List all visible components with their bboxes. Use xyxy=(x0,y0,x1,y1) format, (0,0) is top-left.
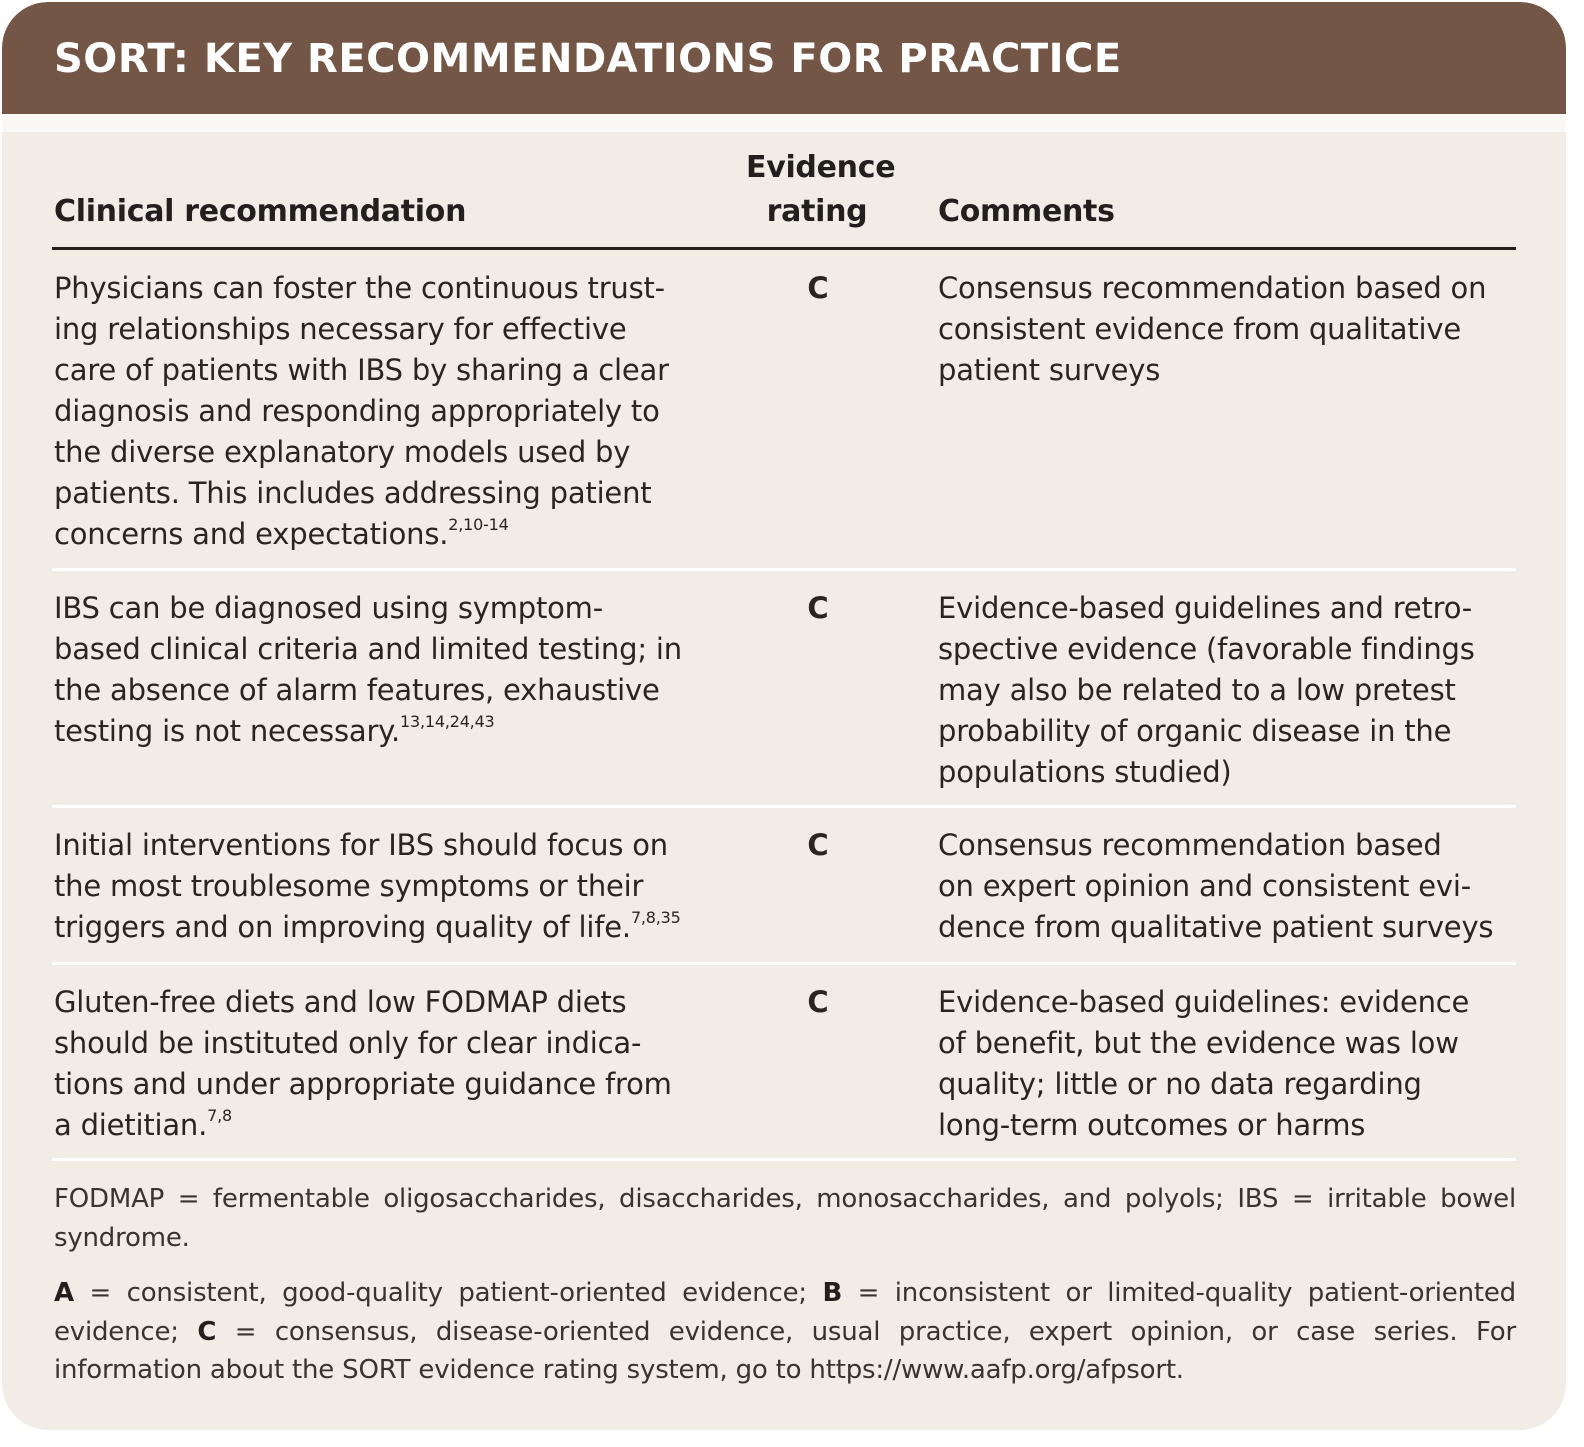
row-1-references: 2,10-14 xyxy=(448,515,509,534)
header-rule xyxy=(52,247,1516,250)
row-2-rating: C xyxy=(807,591,829,625)
key-letter-b: B xyxy=(822,1278,843,1308)
row-3-references: 7,8,35 xyxy=(630,908,681,927)
key-text-c: = consensus, disease-oriented evidence, usual practice, expert opinion, or case series. For information about the SORT evidence rating system, go to https://www.aafp.org/afpsort. xyxy=(54,1316,1516,1385)
row-divider xyxy=(52,1158,1516,1161)
row-3-comments: Consensus recommendation based on expert opinion and consistent evi- dence from qualitative patient surveys xyxy=(938,828,1494,944)
column-header-recommendation: Clinical recommendation xyxy=(54,194,467,229)
row-4-comments: Evidence-based guidelines: evidence of benefit, but the evidence was low quality; little or no data regarding long-term outcomes or harms xyxy=(938,985,1470,1142)
row-4-recommendation-text: Gluten-free diets and low FODMAP diets should be instituted only for clear indica- tions and under appropriate guidance from a dietitian. xyxy=(54,985,672,1142)
title-banner xyxy=(2,2,1566,114)
row-1-recommendation xyxy=(54,268,744,555)
column-header-rating-line2: rating xyxy=(766,194,868,229)
row-2-comments: Evidence-based guidelines and retro- spective evidence (favorable findings may also be related to a low pretest probability of organic disease in the populations studied) xyxy=(938,591,1475,789)
row-1-rating: C xyxy=(807,271,829,305)
row-4-rating: C xyxy=(807,985,829,1019)
table-title: SORT: KEY RECOMMENDATIONS FOR PRACTICE xyxy=(54,36,1122,82)
key-text-a: = consistent, good-quality patient-oriented evidence; xyxy=(73,1278,823,1308)
row-2-references: 13,14,24,43 xyxy=(400,712,495,731)
row-3-recommendation xyxy=(54,825,744,948)
row-2-recommendation-text: IBS can be diagnosed using symptom- based clinical criteria and limited testing; in the absence of alarm features, exhaustive testing is not necessary. xyxy=(54,591,682,748)
key-text-b: = inconsistent or limited-quality patient-oriented evidence; xyxy=(54,1278,1516,1347)
row-4-recommendation xyxy=(54,982,744,1146)
row-2-recommendation xyxy=(54,588,744,752)
row-divider xyxy=(52,962,1516,965)
key-letter-c: C xyxy=(197,1316,217,1347)
column-header-rating-line1: Evidence xyxy=(746,150,896,185)
column-header-comments: Comments xyxy=(938,194,1115,229)
key-letter-a: A xyxy=(54,1278,74,1308)
row-3-recommendation-text: Initial interventions for IBS should focus on the most troublesome symptoms or their triggers and on improving quality of life. xyxy=(54,828,668,944)
row-3-rating: C xyxy=(807,828,829,862)
footnote-rating-key xyxy=(54,1274,1516,1390)
column-header-rating xyxy=(746,146,896,234)
row-divider xyxy=(52,568,1516,571)
row-4-references: 7,8 xyxy=(207,1106,232,1125)
title-divider xyxy=(2,114,1566,132)
row-1-recommendation-text: Physicians can foster the continuous trust- ing relationships necessary for effective care of patients with IBS by sharing a clear diagnosis and responding appropriately to the diverse explanatory models used by patients. This includes addressing patient concerns and expectations. xyxy=(54,271,669,551)
row-1-comments: Consensus recommendation based on consistent evidence from qualitative patient surveys xyxy=(938,271,1487,387)
row-divider xyxy=(52,805,1516,808)
footnote-abbreviations: FODMAP = fermentable oligosaccharides, disaccharides, monosaccharides, and polyols; IBS = irritable bowel syndrome. xyxy=(54,1184,1516,1253)
